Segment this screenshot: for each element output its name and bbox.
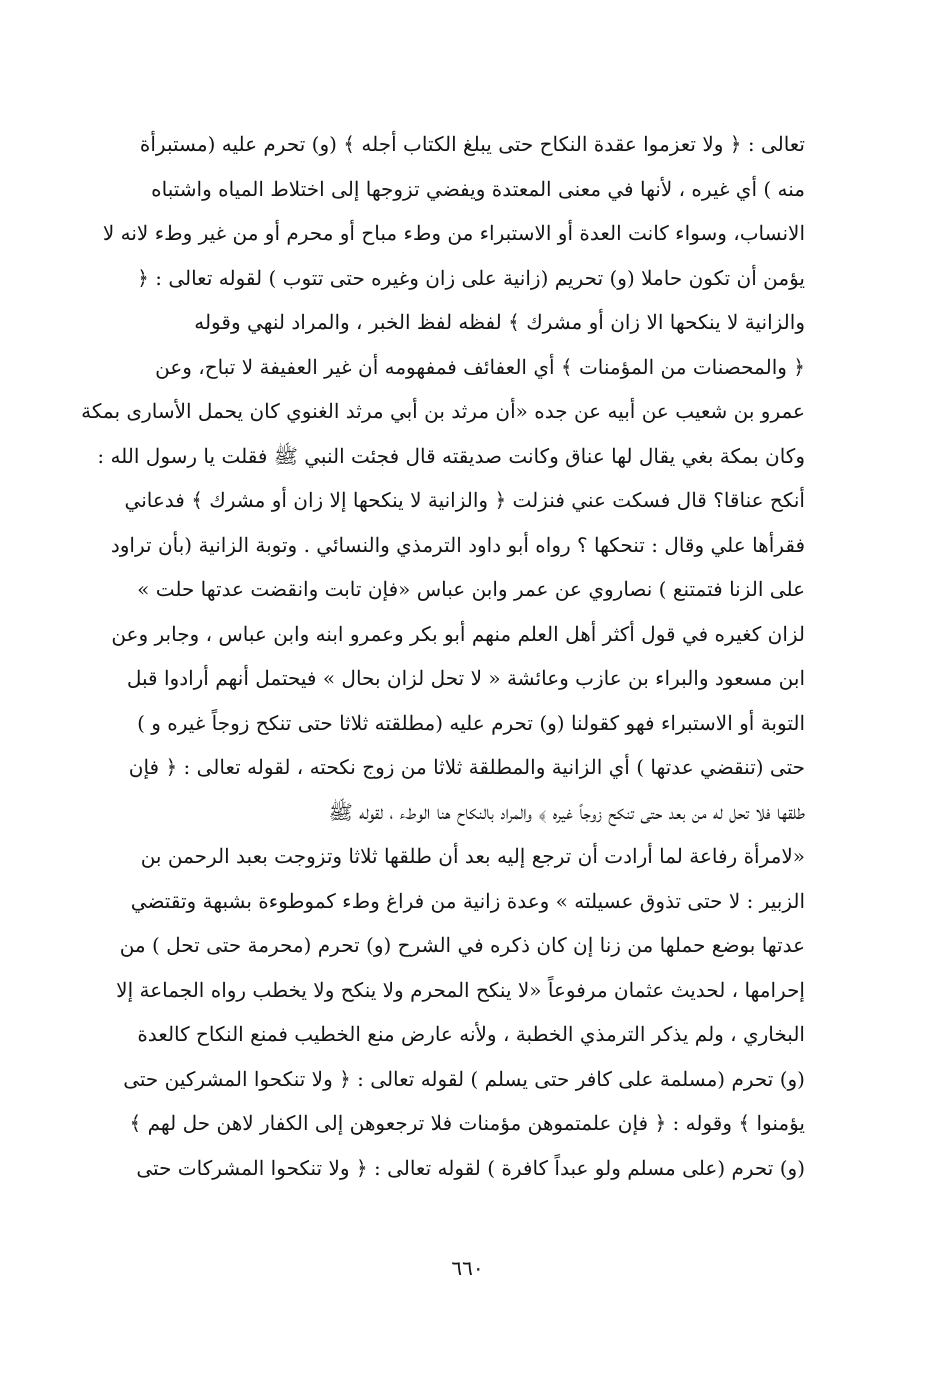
text-line: على الزنا فتمتنع ) نصاروي عن عمر وابن عباس «فإن تابت وانقضت عدتها حلت » [137, 577, 805, 601]
text-line: لزان كغيره في قول أكثر أهل العلم منهم أبو بكر وعمرو ابنه وابن عباس ، وجابر وعن [111, 621, 805, 646]
page-number: ٦٦٠ [451, 1256, 484, 1280]
text-line: طلقها فلا تحل له من بعد حتى تنكح زوجاً غيره ﴾ والمراد بالنكاح هنا الوطء ، لقوله ﷺ [328, 799, 805, 824]
text-line: فقرأها علي وقال : تنحكها ؟ رواه أبو داود الترمذي والنسائي . وتوبة الزانية (بأن تراود [110, 532, 805, 557]
text-line: ﴿ والمحصنات من المؤمنات ﴾ أي العفائف فمفهومه أن غير العفيفة لا تباح، وعن [155, 354, 805, 379]
text-line: منه ) أي غيره ، لأنها في معنى المعتدة ويفضي تزوجها إلى اختلاط المياه واشتباه [151, 176, 805, 201]
text-line: التوبة أو الاستبراء فهو كقولنا (و) تحرم عليه (مطلقته ثلاثا حتى تنكح زوجاً غيره و ) [137, 710, 805, 735]
text-line: عدتها بوضع حملها من زنا إن كان ذكره في الشرح (و) تحرم (محرمة حتى تحل ) من [119, 933, 805, 957]
text-line: (و) تحرم (على مسلم ولو عبداً كافرة ) لقوله تعالى : ﴿ ولا تنكحوا المشركات حتى [136, 1155, 805, 1180]
text-line: وكان بمكة بغي يقال لها عناق وكانت صديقته قال فجئت النبي ﷺ فقلت يا رسول الله : [97, 443, 805, 468]
text-line: حتى (تنقضي عدتها ) أي الزانية والمطلقة ثلاثا من زوج نكحته ، لقوله تعالى : ﴿ فإن [128, 755, 805, 779]
text-line: أنكح عناقا؟ قال فسكت عني فنزلت ﴿ والزانية لا ينكحها إلا زان أو مشرك ﴾ فدعاني [124, 488, 805, 512]
text-line: عمرو بن شعيب عن أبيه عن جده «أن مرثد بن أبي مرثد الغنوي كان يحمل الأسارى بمكة [81, 399, 805, 423]
text-line: البخاري ، ولم يذكر الترمذي الخطبة ، ولأنه عارض منع الخطيب فمنع النكاح كالعدة [137, 1022, 805, 1046]
text-line: (و) تحرم (مسلمة على كافر حتى يسلم ) لقوله تعالى : ﴿ ولا تنكحوا المشركين حتى [123, 1066, 805, 1091]
text-line: «لامرأة رفاعة لما أرادت أن ترجع إليه بعد أن طلقها ثلاثا وتزوجت بعبد الرحمن بن [140, 844, 805, 868]
text-line: ابن مسعود والبراء بن عازب وعائشة « لا تحل لزان بحال » فيحتمل أنهم أرادوا قبل [126, 666, 805, 690]
text-line: الزبير : لا حتى تذوق عسيلته » وعدة زانية من فراغ وطء كموطوءة بشبهة وتقتضي [130, 888, 805, 913]
main-text-block [78, 122, 805, 1190]
text-line: الانساب، وسواء كانت العدة أو الاستبراء من وطء مباح أو محرم أو من غير وطء لانه لا [102, 221, 805, 245]
text-line: إحرامها ، لحديث عثمان مرفوعاً «لا ينكح المحرم ولا ينكح ولا يخطب رواه الجماعة إلا [116, 977, 805, 1002]
text-line: والزانية لا ينكحها الا زان أو مشرك ﴾ لفظه لفظ الخبر ، والمراد لنهي وقوله [194, 310, 805, 334]
text-line: يؤمنوا ﴾ وقوله : ﴿ فإن علمتموهن مؤمنات فلا ترجعوهن إلى الكفار لاهن حل لهم ﴾ [129, 1111, 805, 1135]
text-line: يؤمن أن تكون حاملا (و) تحريم (زانية على زان وغيره حتى تتوب ) لقوله تعالى : ﴿ [137, 265, 805, 290]
text-line: تعالى : ﴿ ولا تعزموا عقدة النكاح حتى يبلغ الكتاب أجله ﴾ (و) تحرم عليه (مستبرأة [139, 132, 805, 156]
